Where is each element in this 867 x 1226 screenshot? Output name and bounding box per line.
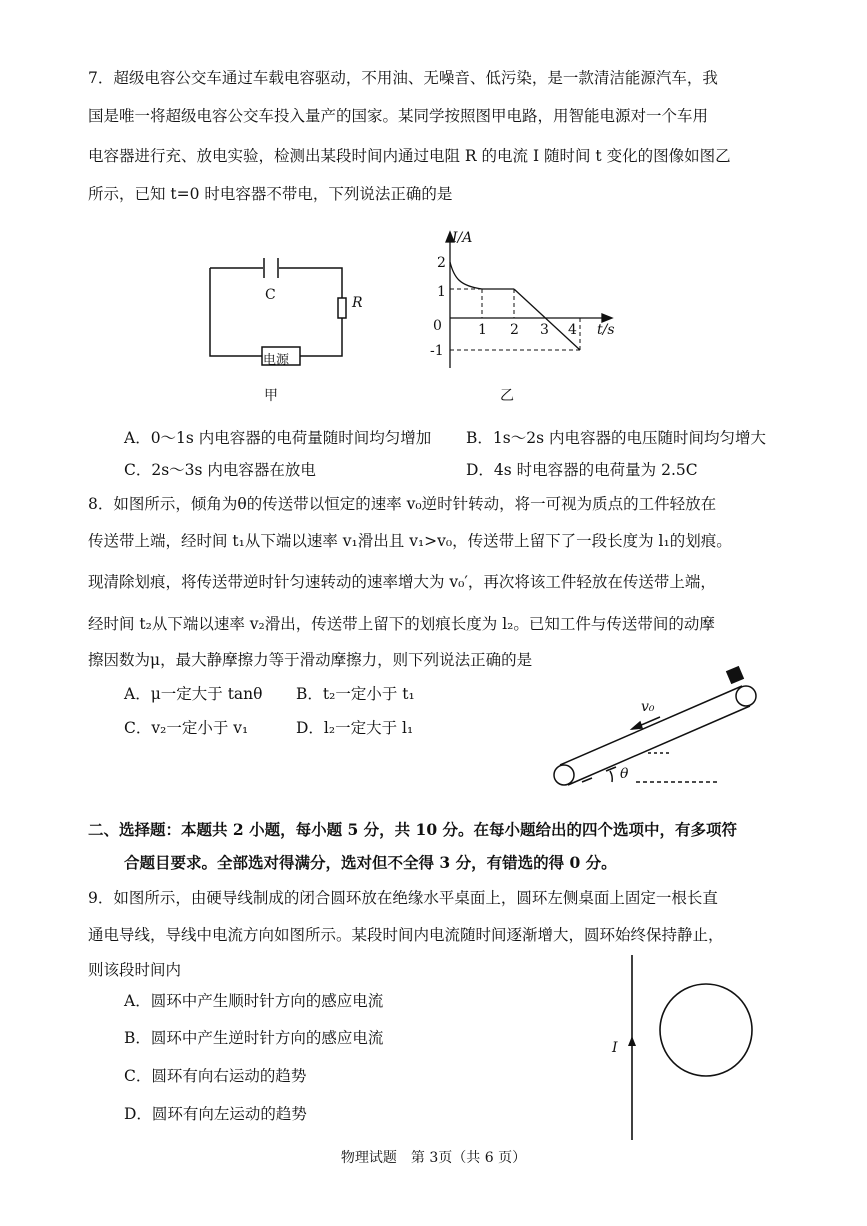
figure-yi-caption: 乙 [500,388,514,404]
q8-option-b: B．t₂一定小于 t₁ [296,685,415,703]
current-label: I [612,1040,618,1056]
q7-option-d: D．4s 时电容器的电荷量为 2.5C [466,461,698,479]
power-source-label: 电源 [263,353,290,368]
y-axis-label: I/A [452,230,473,246]
wire-and-ring-figure [600,950,780,1145]
x-tick-3: 3 [540,322,549,338]
y-tick-1: 1 [437,284,446,300]
q8-option-d: D．l₂一定大于 l₁ [296,719,414,737]
q9-line-2: 通电导线，导线中电流方向如图所示。某段时间内电流随时间逐渐增大，圆环始终保持静止， [88,926,724,944]
origin-label: 0 [433,318,442,334]
x-axis-label: t/s [597,322,615,338]
figure-jia-caption: 甲 [264,388,278,404]
q8-option-a: A．μ一定大于 tanθ [124,685,263,703]
q8-option-c: C．v₂一定小于 v₁ [124,719,249,737]
q9-option-b: B．圆环中产生逆时针方向的感应电流 [124,1029,384,1047]
q8-line-4: 经时间 t₂从下端以速率 v₂滑出，传送带上留下的划痕长度为 l₂。已知工件与传送带间的动摩 [88,615,715,633]
conveyor-belt-figure [540,665,770,795]
y-tick-2: 2 [437,255,446,271]
x-tick-1: 1 [478,322,487,338]
belt-speed-label: v₀ [641,699,655,715]
q8-line-5: 擦因数为μ，最大静摩擦力等于滑动摩擦力，则下列说法正确的是 [88,651,533,669]
x-tick-2: 2 [510,322,519,338]
q9-option-c: C．圆环有向右运动的趋势 [124,1067,307,1085]
q7-line-4: 所示，已知 t=0 时电容器不带电，下列说法正确的是 [88,185,453,203]
q7-line-3: 电容器进行充、放电实验，检测出某段时间内通过电阻 R 的电流 I 随时间 t 变化的图像如图乙 [88,147,731,165]
q7-option-b: B．1s～2s 内电容器的电压随时间均匀增大 [466,429,766,447]
current-time-graph [420,228,620,378]
capacitor-label: C [265,287,276,303]
resistor-label: R [352,295,363,311]
x-tick-4: 4 [568,322,577,338]
q9-option-a: A．圆环中产生顺时针方向的感应电流 [124,992,384,1010]
q7-option-a: A．0～1s 内电容器的电荷量随时间均匀增加 [124,429,432,447]
section-2-instructions: 合题目要求。全部选对得满分，选对但不全得 3 分，有错选的得 0 分。 [124,853,617,872]
section-2-heading: 二、选择题：本题共 2 小题，每小题 5 分，共 10 分。在每小题给出的四个选项中，有多项符 [88,820,738,839]
y-tick-neg1: -1 [430,343,444,359]
q9-line-1: 9．如图所示，由硬导线制成的闭合圆环放在绝缘水平桌面上，圆环左侧桌面上固定一根长直 [88,889,718,907]
q8-line-2: 传送带上端，经时间 t₁从下端以速率 v₁滑出且 v₁>v₀，传送带上留下了一段长度为 l₁的划痕。 [88,532,732,550]
q7-option-c: C．2s～3s 内电容器在放电 [124,461,316,479]
q9-line-3: 则该段时间内 [88,961,182,979]
q9-option-d: D．圆环有向左运动的趋势 [124,1105,307,1123]
q7-line-1: 7．超级电容公交车通过车载电容驱动，不用油、无噪音、低污染，是一款清洁能源汽车，我 [88,69,718,87]
belt-angle-label: θ [620,766,629,782]
page-footer: 物理试题 第 3页（共 6 页） [340,1150,527,1166]
q8-line-3: 现清除划痕，将传送带逆时针匀速转动的速率增大为 v₀′，再次将该工件轻放在传送带上端， [88,573,716,591]
q7-line-2: 国是唯一将超级电容公交车投入量产的国家。某同学按照图甲电路，用智能电源对一个车用 [88,107,709,125]
q8-line-1: 8．如图所示，倾角为θ的传送带以恒定的速率 v₀逆时针转动，将一可视为质点的工件轻放在 [88,495,717,513]
